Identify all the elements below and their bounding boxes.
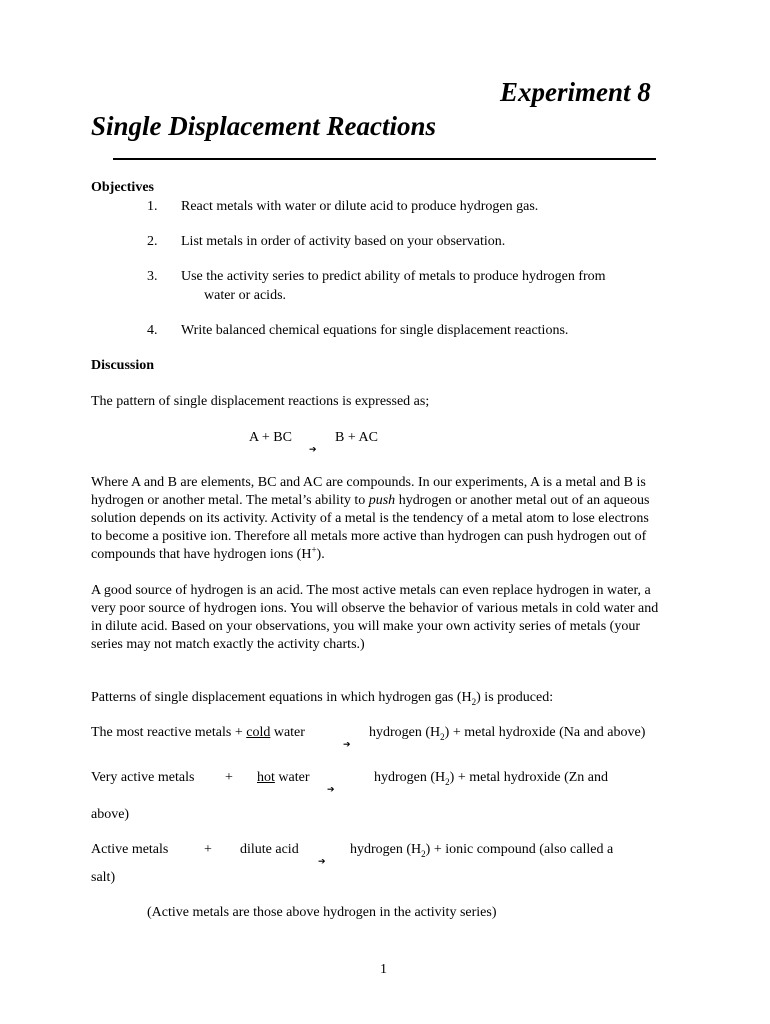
discussion-paragraph-2: A good source of hydrogen is an acid. The most active metals can even replace hydrogen in water, a very poor source of hydrogen ions. You will observe the behavior of various metals in cold water and in dilute acid. Based on your observations, you will make your own activity series of metals (your series may not match exactly the activity charts.) xyxy=(91,583,659,652)
reaction-arrow-icon: ➔ xyxy=(318,856,326,866)
objective-number: 1. xyxy=(147,199,158,214)
activity-note: (Active metals are those above hydrogen in the activity series) xyxy=(147,905,497,920)
objective-number: 2. xyxy=(147,234,158,249)
pattern-plus: + xyxy=(204,842,212,857)
pattern-products: hydrogen $(H_2)$ + metal hydroxide (Na and above) xyxy=(369,725,646,742)
pattern-reactants: The most reactive metals + cold water xyxy=(91,725,305,740)
reaction-arrow-icon: ➔ xyxy=(327,784,335,794)
objective-text: List metals in order of activity based on your observation. xyxy=(181,234,506,249)
pattern-plus: + xyxy=(225,770,233,785)
pattern-reactant-a: Active metals xyxy=(91,842,169,857)
objective-text: Write balanced chemical equations for single displacement reactions. xyxy=(181,323,569,338)
reaction-arrow-icon: ➔ xyxy=(309,444,317,454)
pattern-reactant-b: hot water xyxy=(257,770,310,785)
discussion-heading: Discussion xyxy=(91,358,155,373)
objective-number: 3. xyxy=(147,269,158,284)
objective-number: 4. xyxy=(147,323,158,338)
pattern-reactant-a: Very active metals xyxy=(91,770,195,785)
equation-products: B + AC xyxy=(335,430,378,445)
objective-text-line1: Use the activity series to predict ability of metals to produce hydrogen from xyxy=(181,269,606,284)
pattern-products: hydrogen $(H_2)$ + metal hydroxide (Zn and xyxy=(374,770,609,787)
objective-text: React metals with water or dilute acid to produce hydrogen gas. xyxy=(181,199,539,214)
pattern-continuation: salt) xyxy=(91,870,116,885)
patterns-intro: Patterns of single displacement equations in which hydrogen gas $(H_2)$ is produced: xyxy=(91,690,554,707)
equation-reactants: A + BC xyxy=(249,430,292,445)
pattern-continuation: above) xyxy=(91,807,130,822)
experiment-label: Experiment 8 xyxy=(500,77,651,107)
reaction-arrow-icon: ➔ xyxy=(343,739,351,749)
page-title: Single Displacement Reactions xyxy=(91,111,437,141)
title-divider xyxy=(113,158,656,160)
discussion-paragraph-1: Where A and B are elements, BC and AC are compounds. In our experiments, A is a metal and B is hydrogen or another metal. The metal’s ability to push hydrogen or another metal out of an aqueous solution depends on its activity. Activity of a metal is the tendency of a metal atom to lose electrons to become a positive ion. Therefore all metals more active than hydrogen can push hydrogen out of compounds that have hydrogen ions (H+). xyxy=(91,475,650,562)
pattern-products: hydrogen $(H_2)$ + ionic compound (also called a xyxy=(350,842,614,859)
page-number: 1 xyxy=(380,962,387,977)
objective-text-line2: water or acids. xyxy=(204,288,287,303)
discussion-intro: The pattern of single displacement reactions is expressed as; xyxy=(91,394,430,409)
objectives-heading: Objectives xyxy=(91,180,154,195)
pattern-reactant-b: dilute acid xyxy=(240,842,299,857)
